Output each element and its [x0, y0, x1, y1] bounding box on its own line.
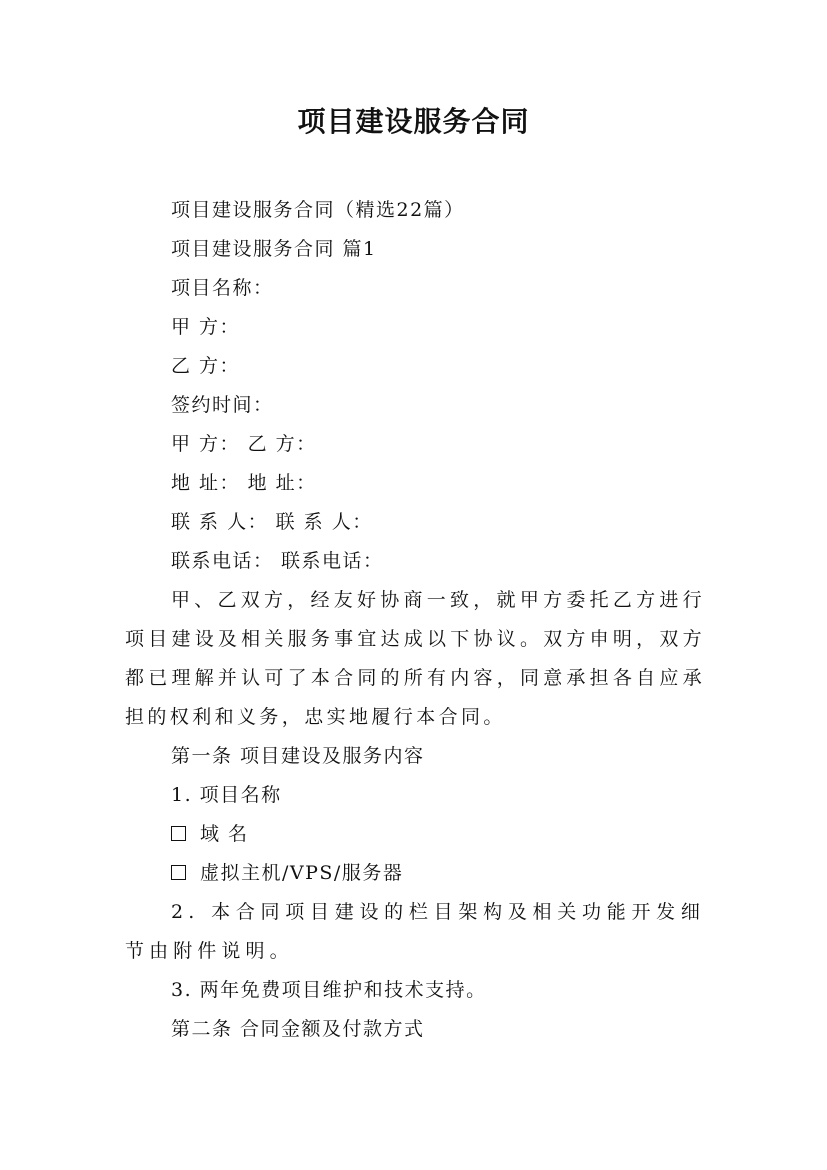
checkbox-icon: [171, 826, 186, 841]
document-body: [125, 191, 705, 1049]
checkbox-label-domain: 域 名: [200, 823, 249, 845]
checkbox-label-host: 虚拟主机/VPS/服务器: [200, 862, 404, 884]
parties-row: 甲 方： 乙 方：: [171, 433, 317, 455]
project-name-line: 项目名称：: [171, 277, 274, 299]
item-2: 2. 本合同项目建设的栏目架构及相关功能开发细节由附件说明。: [125, 901, 705, 962]
sign-time-line: 签约时间：: [171, 394, 274, 416]
party-b-line: 乙 方：: [171, 355, 241, 377]
subtitle-line: 项目建设服务合同（精选22篇）: [171, 199, 465, 221]
party-a-line: 甲 方：: [171, 316, 241, 338]
article-1-heading: 第一条 项目建设及服务内容: [171, 745, 425, 767]
phone-row: 联系电话： 联系电话：: [171, 550, 384, 572]
contact-row: 联 系 人： 联 系 人：: [171, 511, 373, 533]
document-title: 项目建设服务合同: [297, 105, 530, 138]
part-heading: 项目建设服务合同 篇1: [171, 238, 377, 260]
checkbox-item-host: [125, 854, 705, 893]
intro-paragraph: 甲、乙双方，经友好协商一致，就甲方委托乙方进行项目建设及相关服务事宜达成以下协议。双方申明，双方都已理解并认可了本合同的所有内容，同意承担各自应承担的权利和义务，忠实地履行本合同。: [125, 589, 705, 728]
checkbox-item-domain: [125, 815, 705, 854]
checkbox-icon: [171, 865, 186, 880]
article-2-heading: 第二条 合同金额及付款方式: [171, 1018, 425, 1040]
item-3: 3. 两年免费项目维护和技术支持。: [171, 979, 487, 1001]
address-row: 地 址： 地 址：: [171, 472, 317, 494]
item-1: 1. 项目名称: [171, 784, 282, 806]
